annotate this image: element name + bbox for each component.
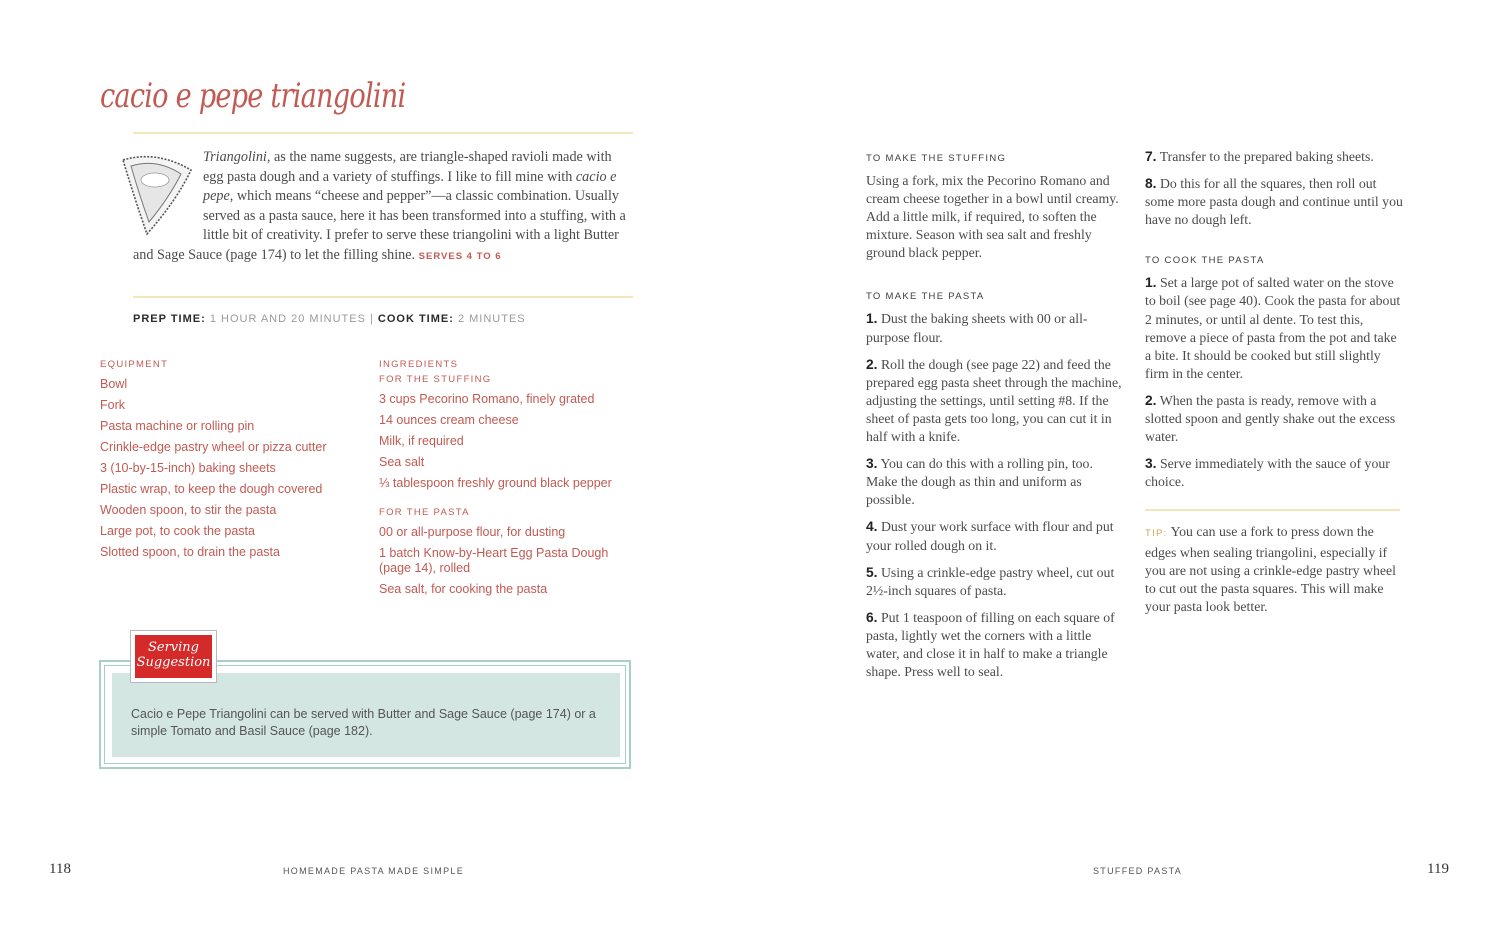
list-item: 3 cups Pecorino Romano, finely grated (379, 392, 595, 406)
list-item: Slotted spoon, to drain the pasta (100, 545, 280, 559)
list-item: 00 or all-purpose flour, for dusting (379, 525, 566, 539)
list-item: Large pot, to cook the pasta (100, 524, 255, 538)
list-item: Wooden spoon, to stir the pasta (100, 503, 277, 517)
step: 2. When the pasta is ready, remove with a slotted spoon and gently shake out the excess water. (1145, 392, 1396, 445)
recipe-title: cacio e pepe triangolini (100, 76, 406, 116)
equipment-section (100, 357, 360, 566)
stuffing-list (379, 392, 634, 491)
page-number-right: 119 (1427, 861, 1449, 877)
list-item: ⅓ tablespoon freshly ground black pepper (379, 476, 612, 490)
equipment-list (100, 377, 360, 560)
step: 2. Roll the dough (see page 22) and feed the prepared egg pasta sheet through the machine, adjusting the settings, until setting #8. If the sheet of pasta gets too long, you can cut it in half with a knife. (866, 356, 1122, 445)
stuffing-subheading: FOR THE STUFFING (379, 374, 492, 385)
step: 1. Dust the baking sheets with 00 or all-purpose flour. (866, 311, 1088, 345)
step: 1. Set a large pot of salted water on the stove to boil (see page 40). Cook the pasta for about 2 minutes, or until al dente. To test this, remove a piece of pasta from the pot and take a bite. It should be cooked but still slightly firm in the center. (1145, 275, 1401, 381)
ingredients-heading: INGREDIENTS (379, 359, 459, 370)
pasta-steps-continued (1145, 148, 1403, 229)
step: 6. Put 1 teaspoon of filling on each square of pasta, lightly wet the corners with a little water, and close it in half to make a triangle shape. Press well to seal. (866, 609, 1115, 680)
intro-divider (133, 296, 633, 298)
equipment-heading: EQUIPMENT (100, 359, 169, 370)
list-item: Sea salt, for cooking the pasta (379, 582, 548, 596)
stuffing-method-heading: TO MAKE THE STUFFING (866, 153, 1007, 164)
running-head-left: HOMEMADE PASTA MADE SIMPLE (283, 866, 464, 876)
list-item: Sea salt (379, 455, 425, 469)
list-item: 14 ounces cream cheese (379, 413, 519, 427)
step: 4. Dust your work surface with flour and put your rolled dough on it. (866, 519, 1114, 553)
tip-box: TIP: You can use a fork to press down the edges when sealing triangolini, especially if you are not using a crinkle-edge pastry wheel to cut out the pasta squares. This will make your pasta look better. (1145, 524, 1396, 614)
list-item: Crinkle-edge pastry wheel or pizza cutter (100, 440, 327, 454)
pasta-list (379, 525, 634, 597)
list-item: Pasta machine or rolling pin (100, 419, 255, 433)
serving-suggestion-badge: Serving Suggestion (135, 635, 212, 678)
title-divider (133, 132, 633, 134)
step: 8. Do this for all the squares, then roll out some more pasta dough and continue until you have no dough left. (1145, 176, 1403, 228)
pasta-subheading: FOR THE PASTA (379, 507, 470, 518)
step: 3. You can do this with a rolling pin, too. Make the dough as thin and uniform as possible. (866, 456, 1093, 508)
list-item: Fork (100, 398, 125, 412)
triangolini-illustration-icon (117, 150, 197, 240)
stuffing-method-text: Using a fork, mix the Pecorino Romano and cream cheese together in a bowl until creamy. Add a little milk, if required, to soften the mixture. Season with sea salt and freshly ground black pepper. (866, 173, 1119, 261)
time-info: PREP TIME: 1 HOUR AND 20 MINUTES | COOK TIME: 2 MINUTES (133, 313, 526, 325)
step: 7. Transfer to the prepared baking sheets. (1145, 149, 1374, 164)
cook-method-heading: TO COOK THE PASTA (1145, 255, 1265, 267)
ingredients-section (379, 357, 634, 603)
tip-label: TIP: (1145, 528, 1168, 540)
pasta-steps (866, 310, 1124, 681)
list-item: Milk, if required (379, 434, 464, 448)
intro-paragraph: Triangolini, as the name suggests, are triangle-shaped ravioli made with egg pasta dough and a variety of stuffings. I like to fill mine with cacio e pepe, which means “cheese and pepper”—a classic combination. Usually served as a pasta sauce, here it has been transformed into a stuffing, with a little bit of creativity. I prefer to serve these triangolini with a light Butter and Sage Sauce (page 174) to let the filling shine. SERVES 4 TO 6 (133, 148, 633, 266)
pasta-method-heading: TO MAKE THE PASTA (866, 291, 985, 303)
right-column-2 (1145, 148, 1403, 616)
running-head-right: STUFFED PASTA (1093, 866, 1183, 876)
cook-steps (1145, 274, 1403, 491)
list-item: Bowl (100, 377, 128, 391)
serving-text: Cacio e Pepe Triangolini can be served with Butter and Sage Sauce (page 174) or a simple Tomato and Basil Sauce (page 182). (131, 707, 596, 738)
serves-label: SERVES 4 TO 6 (418, 250, 502, 262)
right-column-1 (866, 153, 1124, 690)
list-item: 3 (10-by-15-inch) baking sheets (100, 461, 276, 475)
page-number-left: 118 (49, 861, 71, 877)
list-item: 1 batch Know-by-Heart Egg Pasta Dough (page 14), rolled (379, 546, 609, 575)
step: 3. Serve immediately with the sauce of your choice. (1145, 456, 1390, 490)
tip-divider (1145, 509, 1400, 511)
step: 5. Using a crinkle-edge pastry wheel, cut out 2½-inch squares of pasta. (866, 564, 1115, 598)
list-item: Plastic wrap, to keep the dough covered (100, 482, 323, 496)
